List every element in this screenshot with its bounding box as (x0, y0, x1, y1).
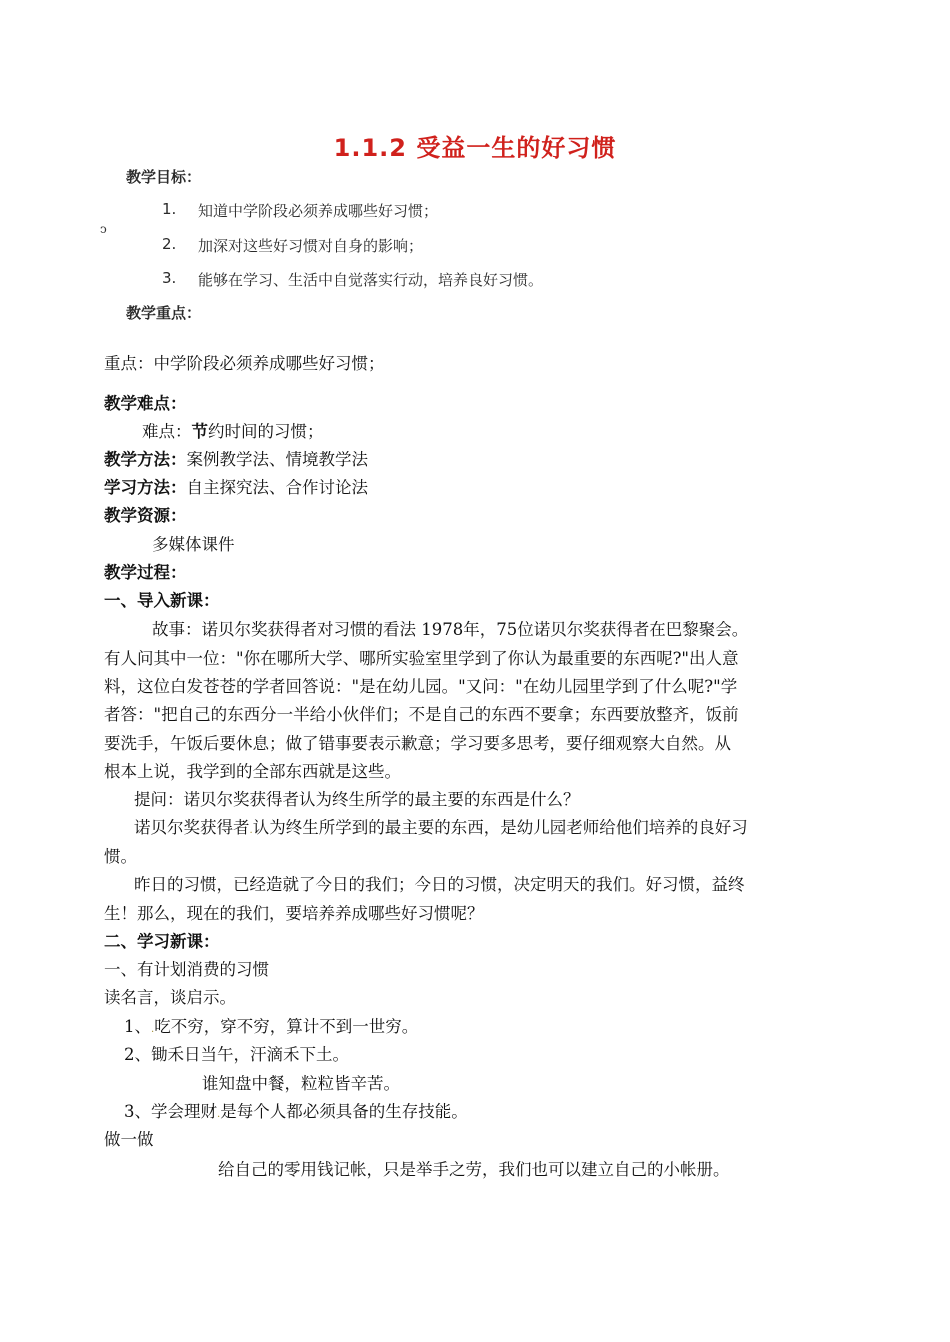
teaching-method (104, 452, 368, 469)
difficulty-heading: 教学难点： (104, 394, 187, 413)
key-point-text: 重点：中学阶段必须养成哪些好习惯； (104, 354, 385, 373)
objective-number-3: 3. (162, 269, 177, 287)
quote-3-part-a: 3、学会理财 (124, 1102, 217, 1121)
objective-number-2: 2. (162, 235, 177, 253)
story-line-4: 者答："把自己的东西分一半给小伙伴们；不是自己的东西不要拿；东西要放整齐，饭前 (104, 705, 739, 724)
objective-text-3: 能够在学习、生活中自觉落实行动，培养良好习惯。 (198, 271, 544, 289)
quote-2: 2、锄禾日当午，汗滴禾下土。 (124, 1045, 349, 1064)
story-line-3: 料，这位白发苍苍的学者回答说："是在幼儿园。"又问："在幼儿园里学到了什么呢?"学 (104, 677, 738, 696)
dot-mark: . (217, 1109, 221, 1120)
process-heading: 教学过程： (104, 563, 187, 582)
do-it-text: 给自己的零用钱记帐，只是举手之劳，我们也可以建立自己的小帐册。 (218, 1160, 730, 1179)
difficulty-prefix: 难点： (142, 422, 192, 441)
quote-1-number: 1、 (124, 1017, 151, 1036)
story-line-1: 故事：诺贝尔奖获得者对习惯的看法 1978年，75位诺贝尔奖获得者在巴黎聚会。 (152, 620, 749, 639)
quote-3-part-b: 是每个人都必须具备的生存技能。 (220, 1102, 468, 1121)
objectives-heading: 教学目标： (126, 168, 202, 186)
section1-heading: 一、导入新课： (104, 591, 220, 610)
paragraph-line-1: 昨日的习惯，已经造就了今日的我们；今日的习惯，决定明天的我们。好习惯，益终 (134, 875, 745, 894)
story-line-5: 要洗手，午饭后要休息；做了错事要表示歉意；学习要多思考，要仔细观察大自然。从 (104, 734, 731, 753)
answer-part-b: 认为终生所学到的最主要的东西，是幼儿园老师给他们培养的良好习 (252, 818, 748, 837)
teaching-method-text: 案例教学法、情境教学法 (186, 450, 368, 469)
study-method-label: 学习方法： (104, 478, 187, 497)
objective-text-1: 知道中学阶段必须养成哪些好习惯； (198, 202, 439, 220)
quote-2-continued: 谁知盘中餐，粒粒皆辛苦。 (202, 1074, 400, 1093)
answer-line-2: 惯。 (104, 847, 137, 866)
read-quotes-text: 读名言，谈启示。 (104, 988, 236, 1007)
page-title: 1.1.2 受益一生的好习惯 (333, 134, 617, 162)
story-line-6: 根本上说，我学到的全部东西就是这些。 (104, 762, 401, 781)
margin-mark: ↄ (100, 222, 107, 236)
objective-text-2: 加深对这些好习惯对自身的影响； (198, 237, 424, 255)
story-line-2: 有人问其中一位："你在哪所大学、哪所实验室里学到了你认为最重要的东西呢?"出人意 (104, 649, 739, 668)
paragraph-line-2: 生！那么，现在的我们，要培养养成哪些好习惯呢？ (104, 904, 484, 923)
do-it-heading: 做一做 (104, 1130, 154, 1149)
question-text: 提问：诺贝尔奖获得者认为终生所学的最主要的东西是什么？ (134, 790, 580, 809)
section2-heading: 二、学习新课： (104, 932, 220, 951)
objective-number-1: 1. (162, 200, 177, 218)
dot-mark: . (151, 1024, 155, 1035)
study-method (104, 480, 368, 497)
answer-line-1 (134, 820, 748, 837)
resources-heading: 教学资源： (104, 506, 187, 525)
dot-mark: . (249, 825, 253, 836)
resources-text: 多媒体课件 (152, 535, 235, 554)
difficulty-rest: 约时间的习惯； (208, 422, 324, 441)
key-points-heading: 教学重点： (126, 304, 202, 322)
answer-part-a: 诺贝尔奖获得者 (134, 818, 250, 837)
teaching-method-label: 教学方法： (104, 450, 187, 469)
quote-3 (124, 1104, 468, 1121)
difficulty-bold-char: 节 (191, 422, 208, 441)
quote-1 (124, 1019, 418, 1036)
subsection1-heading: 一、有计划消费的习惯 (104, 960, 269, 979)
quote-1-text: 吃不穷，穿不穷，算计不到一世穷。 (154, 1017, 419, 1036)
study-method-text: 自主探究法、合作讨论法 (186, 478, 368, 497)
difficulty-text (142, 424, 324, 441)
